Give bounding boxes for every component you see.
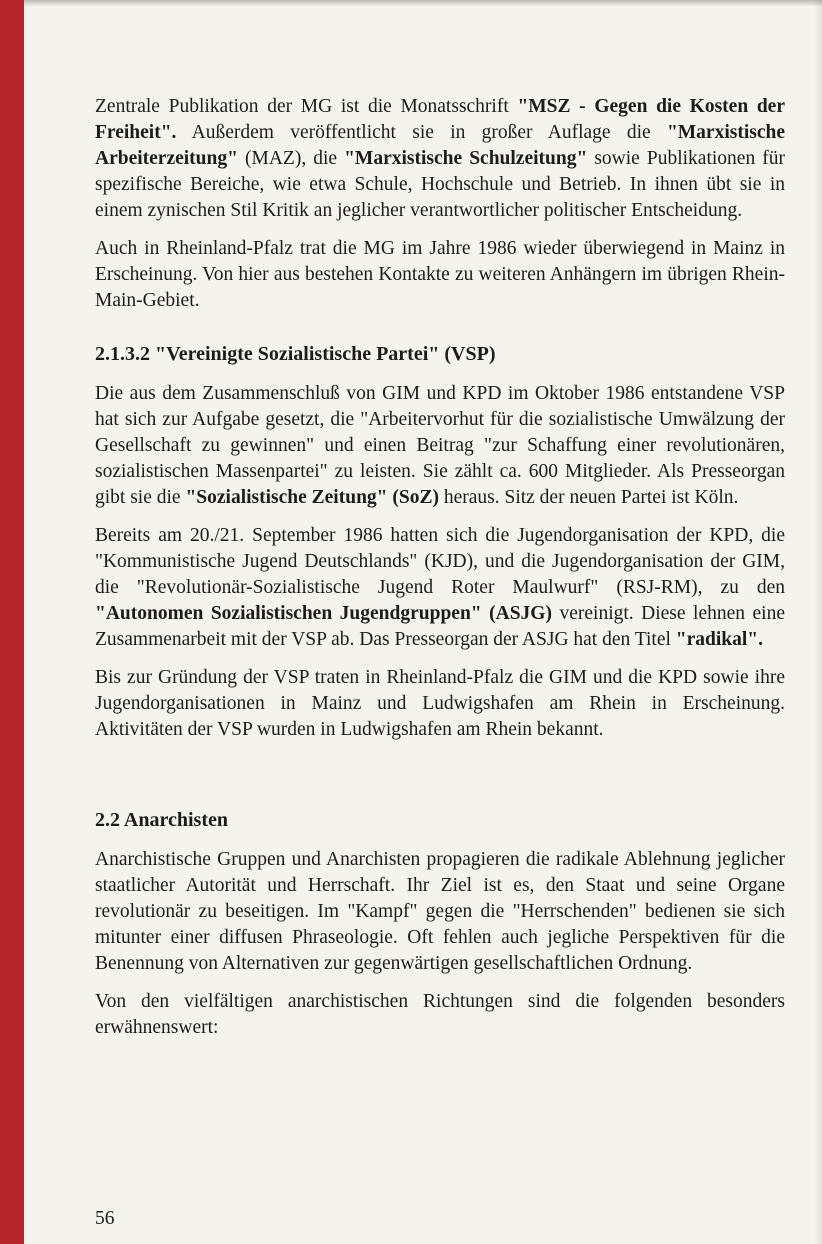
text-run: Auch in Rheinland-Pfalz trat die MG im Jahre 1986 wieder überwiegend in Mainz in Erscheinung. Von hier aus bestehen Kontakte zu weiteren Anhängern im übrigen Rhein-Main-Gebiet. [95, 238, 785, 311]
paragraph-anarchisten [95, 847, 785, 977]
page-body [95, 94, 785, 1053]
bold-text-run: "MSZ - Gegen die Kosten der Freiheit". [95, 96, 785, 143]
page-number: 56 [95, 1208, 115, 1229]
text-run: Außerdem veröffentlicht sie in großer Auflage die [176, 122, 667, 143]
paragraph-asjg [95, 523, 785, 653]
text-run: Die aus dem Zusammenschluß von GIM und KPD im Oktober 1986 entstandene VSP hat sich zur Aufgabe gesetzt, die "Arbeitervorhut für die sozialistische Umwälzung der Gesellschaft zu gewinnen" und einen Beitrag "zur Schaffung einer revolutionären, sozialistischen Massenpartei" zu leisten. Sie zählt ca. 600 Mitglieder. Als Presseorgan gibt sie die [95, 383, 785, 508]
bold-text-run: "Autonomen Sozialistischen Jugendgruppen" (ASJG) [95, 603, 552, 624]
paragraph-rheinland-pfalz-mg [95, 236, 785, 314]
top-scan-edge [24, 0, 822, 6]
text-run: vereinigt. Diese lehnen eine Zusammenarbeit mit der VSP ab. Das Presseorgan der ASJG hat den Titel [95, 603, 785, 650]
red-book-edge [0, 0, 24, 1244]
paragraph-msz [95, 94, 785, 224]
text-run: Anarchistische Gruppen und Anarchisten propagieren die radikale Ablehnung jeglicher staatlicher Autorität und Herrschaft. Ihr Ziel ist es, den Staat und seine Organe revolutionär zu beseitigen. Im "Kampf" gegen die "Herrschenden" bedienen sie sich mitunter einer diffusen Phraseologie. Oft fehlen auch jegliche Perspektiven für die Benennung von Alternativen zur gegenwärtigen gesellschaftlichen Ordnung. [95, 849, 785, 974]
text-run: heraus. Sitz der neuen Partei ist Köln. [438, 487, 739, 508]
paragraph-vsp [95, 381, 785, 511]
text-run: (MAZ), die [237, 148, 345, 169]
bold-text-run: "radikal". [675, 629, 764, 650]
text-run: Bereits am 20./21. September 1986 hatten sich die Jugendorganisation der KPD, die "Kommunistische Jugend Deutschlands" (KJD), und die Jugendorganisation der GIM, die "Revolutionär-Sozialistische Jugend Roter Maulwurf" (RSJ-RM), zu den [95, 525, 785, 598]
bold-text-run: "Marxistische Arbeiterzeitung" [95, 122, 785, 169]
bold-text-run: "Sozialistische Zeitung" (SoZ) [185, 487, 439, 508]
text-run: sowie Publikationen für spezifische Bereiche, wie etwa Schule, Hochschule und Betrieb. In ihnen übt sie in einem zynischen Stil Kritik an jeglicher verantwortlicher politischer Entscheidung. [95, 148, 785, 221]
paragraph-richtungen [95, 989, 785, 1041]
text-run: Zentrale Publikation der MG ist die Monatsschrift [95, 96, 518, 117]
text-run: Von den vielfältigen anarchistischen Richtungen sind die folgenden besonders erwähnenswert: [95, 991, 785, 1038]
right-page-shade [814, 0, 822, 1244]
bold-text-run: "Marxistische Schulzeitung" [344, 148, 588, 169]
paragraph-vsp-rheinland-pfalz [95, 665, 785, 743]
section-heading-vsp: 2.1.3.2 "Vereinigte Sozialistische Partei" (VSP) [95, 343, 496, 365]
text-run: Bis zur Gründung der VSP traten in Rheinland-Pfalz die GIM und die KPD sowie ihre Jugendorganisationen in Mainz und Ludwigshafen am Rhein in Erscheinung. Aktivitäten der VSP wurden in Ludwigshafen am Rhein bekannt. [95, 667, 785, 740]
section-heading-anarchisten: 2.2 Anarchisten [95, 809, 228, 831]
